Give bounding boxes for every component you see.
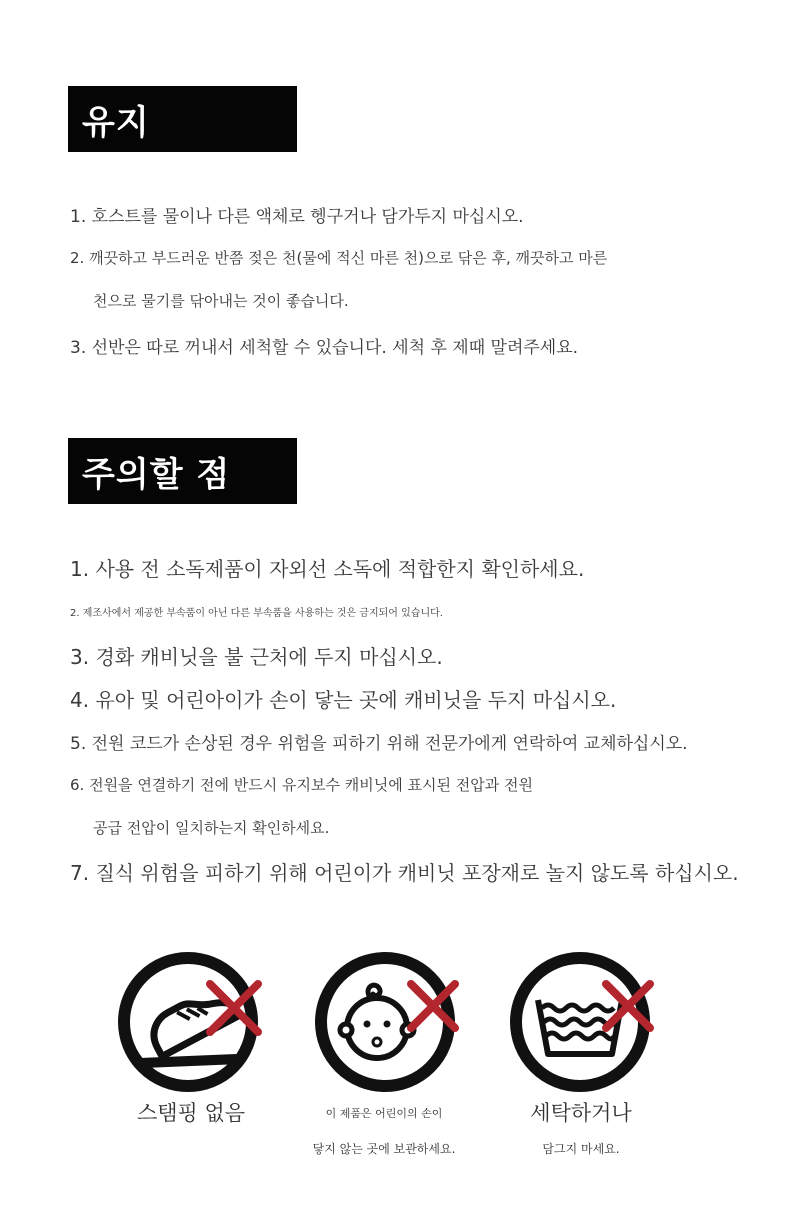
maintenance-item-1: 1. 호스트를 물이나 다른 액체로 헹구거나 담가두지 마십시오. — [70, 207, 524, 227]
no-stepping-caption: 스탬핑 없음 — [136, 1101, 246, 1125]
caution-item-1: 1. 사용 전 소독제품이 자외선 소독에 적합한지 확인하세요. — [70, 557, 585, 581]
cautions-title-text: 주의할 점 — [82, 454, 231, 495]
cautions-title — [68, 438, 297, 504]
caution-item-5: 5. 전원 코드가 손상된 경우 위험을 피하기 위해 전문가에게 연락하여 교체하십시오. — [70, 734, 688, 754]
no-stepping-icon — [118, 950, 268, 1100]
maintenance-title — [68, 86, 297, 152]
caution-item-7: 7. 질식 위험을 피하기 위해 어린이가 캐비닛 포장재로 놀지 않도록 하십시오. — [70, 861, 739, 885]
no-washing-caption-line-2: 담그지 마세요. — [542, 1142, 620, 1156]
maintenance-title-text: 유지 — [82, 102, 150, 143]
maintenance-item-2-cont: 천으로 물기를 닦아내는 것이 좋습니다. — [93, 292, 349, 310]
caution-item-6: 6. 전원을 연결하기 전에 반드시 유지보수 캐비닛에 표시된 전압과 전원 — [70, 776, 533, 794]
no-washing-caption-line-1: 세탁하거나 — [530, 1101, 632, 1125]
no-washing-icon — [508, 950, 658, 1100]
caution-item-4: 4. 유아 및 어린아이가 손이 닿는 곳에 캐비닛을 두지 마십시오. — [70, 688, 617, 712]
caution-item-3: 3. 경화 캐비닛을 불 근처에 두지 마십시오. — [70, 645, 443, 669]
caution-item-6-cont: 공급 전압이 일치하는지 확인하세요. — [93, 819, 330, 837]
keep-away-from-children-icon — [313, 950, 463, 1100]
children-caption-line-1: 이 제품은 어린이의 손이 — [325, 1107, 443, 1120]
maintenance-item-3: 3. 선반은 따로 꺼내서 세척할 수 있습니다. 세척 후 제때 말려주세요. — [70, 338, 579, 358]
caution-item-2: 2. 제조사에서 제공한 부속품이 아닌 다른 부속품을 사용하는 것은 금지되어 있습니다. — [70, 608, 443, 619]
maintenance-item-2: 2. 깨끗하고 부드러운 반쯤 젖은 천(물에 적신 마른 천)으로 닦은 후, 깨끗하고 마른 — [70, 249, 608, 267]
children-caption-line-2: 닿지 않는 곳에 보관하세요. — [312, 1142, 456, 1156]
